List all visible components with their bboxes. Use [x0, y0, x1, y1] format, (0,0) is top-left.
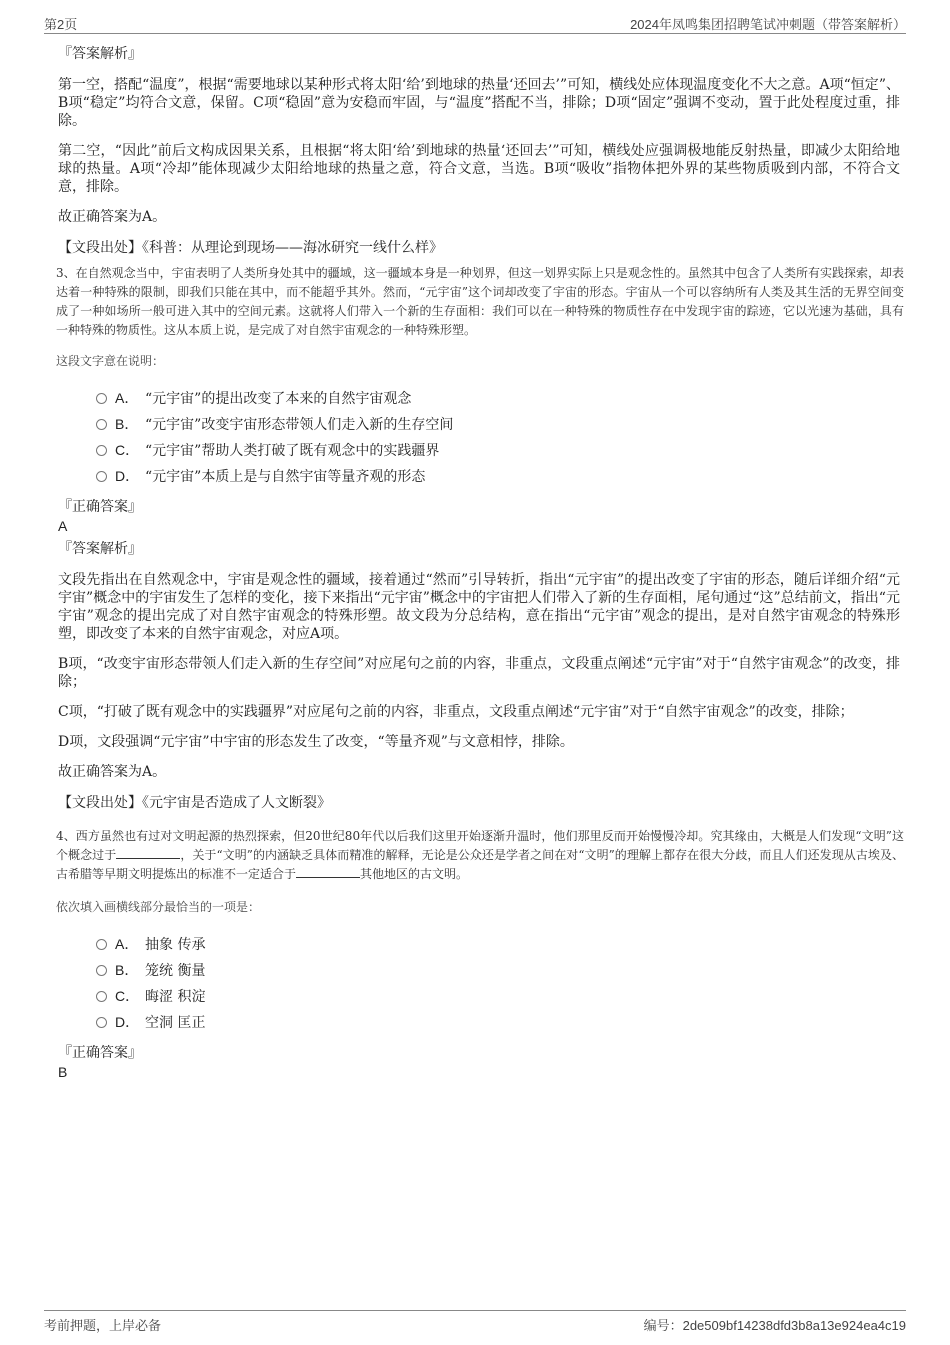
q3-analysis-label: 『答案解析』 [58, 541, 142, 557]
option-text: 空洞 匡正 [145, 1015, 206, 1031]
radio-button[interactable] [96, 419, 107, 430]
page-footer [44, 1310, 906, 1332]
option-text: 笼统 衡量 [145, 963, 206, 979]
q3-option-d[interactable] [96, 463, 906, 489]
radio-button[interactable] [96, 393, 107, 404]
option-text: 晦涩 积淀 [145, 989, 206, 1005]
q4-option-d[interactable] [96, 1009, 906, 1035]
q2-analysis-conclusion: 故正确答案为A。 [58, 209, 167, 225]
footer-slogan: 考前押题，上岸必备 [44, 1319, 162, 1334]
radio-button[interactable] [96, 939, 107, 950]
q3-option-a[interactable] [96, 385, 906, 411]
q3-prompt: 这段文字意在说明： [56, 354, 165, 368]
radio-button[interactable] [96, 991, 107, 1002]
q4-question-text [56, 827, 904, 884]
radio-button[interactable] [96, 445, 107, 456]
q3-option-b[interactable] [96, 411, 906, 437]
q4-correct-label: 『正确答案』 [58, 1045, 142, 1061]
q4-option-b[interactable] [96, 957, 906, 983]
q4-option-c[interactable] [96, 983, 906, 1009]
option-letter: C． [115, 988, 140, 1004]
q2-analysis-paragraph: 第二空，“因此”前后文构成因果关系，且根据“将太阳‘给’到地球的热量‘还回去’”可知，横线处应强调极地能反射热量，即减少太阳给地球的热量。A项“冷却”能体现减少太阳给地球的热量之意，符合文意，当选。B项“吸收”指物体把外界的某些物质吸到内部，不符合文意，排除。 [58, 143, 900, 195]
option-letter: D． [115, 1014, 140, 1030]
radio-button[interactable] [96, 965, 107, 976]
q4-answer: B [58, 1064, 68, 1080]
q4-text-part: 4、西方虽然也有过对文明起源的热烈探索，但20世纪80年代以后我们这里开始逐渐升温时，他们那里反而开始慢慢冷却。究其缘由，大概是人们发现“文明”这个概念过于 [56, 829, 904, 862]
option-letter: B． [115, 962, 139, 978]
option-text: “元宇宙”改变宇宙形态带领人们走入新的生存空间 [145, 417, 454, 433]
option-text: “元宇宙”的提出改变了本来的自然宇宙观念 [145, 391, 412, 407]
q3-analysis-paragraph: B项，“改变宇宙形态带领人们走入新的生存空间”对应尾句之前的内容，非重点，文段重点阐述“元宇宙”对于“自然宇宙观念”的改变，排除； [58, 656, 900, 690]
q3-analysis-paragraph: D项，文段强调“元宇宙”中宇宙的形态发生了改变，“等量齐观”与文意相悖，排除。 [58, 734, 574, 750]
option-letter: C． [115, 442, 140, 458]
page-number: 第2页 [44, 17, 78, 32]
q4-text-part: 其他地区的古文明。 [360, 867, 469, 881]
q3-options [96, 385, 906, 489]
option-text: “元宇宙”帮助人类打破了既有观念中的实践疆界 [145, 443, 440, 459]
q3-analysis-conclusion: 故正确答案为A。 [58, 764, 167, 780]
radio-button[interactable] [96, 471, 107, 482]
page-content [44, 44, 906, 1085]
option-letter: D． [115, 468, 140, 484]
q2-source: 【文段出处】《科普：从理论到现场——海冰研究一线什么样》 [58, 240, 443, 256]
q3-option-c[interactable] [96, 437, 906, 463]
option-text: “元宇宙”本质上是与自然宇宙等量齐观的形态 [145, 469, 426, 485]
page-header [44, 14, 906, 34]
fill-blank [116, 847, 180, 859]
q3-question-text: 3、在自然观念当中，宇宙表明了人类所身处其中的疆域，这一疆域本身是一种划界，但这一划界实际上只是观念性的。虽然其中包含了人类所有实践探索，却表达着一种特殊的限制，即我们只能在其中，而不能超乎其外。然而，“元宇宙”这个词却改变了宇宙的形态。宇宙从一个可以容纳所有人类及其生活的无界空间变成了一种如场所一般可进入其中的空间元素。这就将人们带入一个新的生存面相：我们可以在一种特殊的物质性存在中发现宇宙的踪迹，它以光速为基础，具有一种特殊的物质性。这从本质上说，是完成了对自然宇宙观念的一种特殊形塑。 [56, 266, 904, 337]
q3-source: 【文段出处】《元宇宙是否造成了人文断裂》 [58, 795, 331, 811]
q4-options [96, 931, 906, 1035]
document-id: 编号：2de509bf14238dfd3b8a13e924ea4c19 [643, 1318, 906, 1333]
option-letter: B． [115, 416, 139, 432]
q4-prompt: 依次填入画横线部分最恰当的一项是： [56, 900, 261, 914]
radio-button[interactable] [96, 1017, 107, 1028]
document-title: 2024年凤鸣集团招聘笔试冲刺题（带答案解析） [630, 17, 906, 32]
fill-blank [296, 866, 360, 878]
q4-option-a[interactable] [96, 931, 906, 957]
q3-analysis-paragraph: C项，“打破了既有观念中的实践疆界”对应尾句之前的内容，非重点，文段重点阐述“元宇宙”对于“自然宇宙观念”的改变，排除； [58, 704, 854, 720]
q2-analysis-paragraph: 第一空，搭配“温度”，根据“需要地球以某种形式将太阳‘给’到地球的热量‘还回去’”可知，横线处应体现温度变化不大之意。A项“恒定”、B项“稳定”均符合文意，保留。C项“稳固”意为安稳而牢固，与“温度”搭配不当，排除；D项“固定”强调不变动，置于此处程度过重，排除。 [58, 77, 900, 129]
q3-answer: A [58, 518, 68, 534]
q4-text-part: ，关于“文明”的内涵缺乏具体而精准的解释，无论是公众还是学者之间在对“文明”的理解上都存在很大分歧，而且人们还发现从古埃及、古希腊等早期文明提炼出的标准不一定适合于 [56, 848, 904, 881]
option-letter: A． [115, 936, 139, 952]
q3-correct-label: 『正确答案』 [58, 499, 142, 515]
q3-analysis-paragraph: 文段先指出在自然观念中，宇宙是观念性的疆域，接着通过“然而”引导转折，指出“元宇宙”的提出改变了宇宙的形态，随后详细介绍“元宇宙”概念中的宇宙发生了怎样的变化，接下来指出“元宇宙”概念中的宇宙把人们带入了新的生存面相，尾句通过“这”总结前文，指出“元宇宙”观念的提出完成了对自然宇宙观念的特殊形塑。故文段为分总结构，意在指出“元宇宙”观念的提出，是对自然宇宙观念的特殊形塑，即改变了本来的自然宇宙观念，对应A项。 [58, 572, 900, 642]
option-text: 抽象 传承 [145, 937, 206, 953]
option-letter: A． [115, 390, 139, 406]
q2-analysis-label: 『答案解析』 [58, 46, 142, 62]
